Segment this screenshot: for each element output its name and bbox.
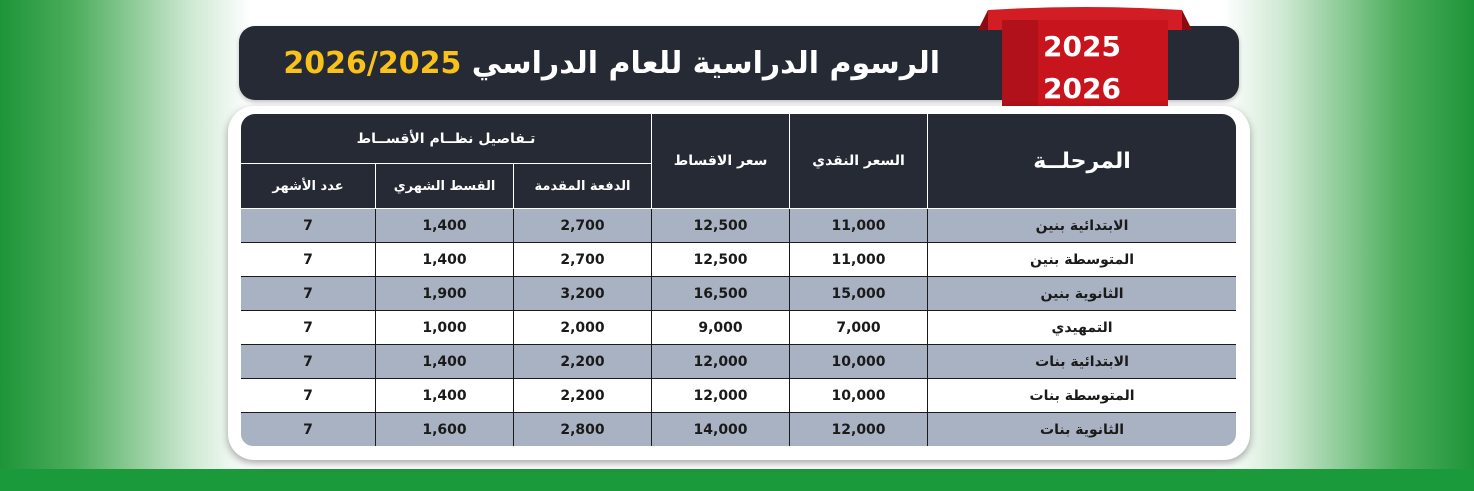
cell-cash: 10,000 — [789, 345, 927, 379]
cell-months: 7 — [241, 413, 375, 446]
cell-cash: 15,000 — [789, 277, 927, 311]
fees-table — [241, 114, 1236, 446]
cell-down: 2,200 — [513, 379, 651, 413]
cell-stage: الثانوية بنين — [927, 277, 1236, 311]
bottom-green-band — [0, 469, 1474, 491]
cell-months: 7 — [241, 243, 375, 277]
cell-cash: 12,000 — [789, 413, 927, 446]
cell-monthly: 1,600 — [375, 413, 513, 446]
table-row — [241, 345, 1236, 379]
header-months: عدد الأشهر — [241, 164, 375, 209]
ribbon-year-end: 2026 — [1043, 72, 1121, 105]
page-title — [270, 36, 940, 92]
cell-stage: الابتدائية بنين — [927, 209, 1236, 243]
cell-cash: 7,000 — [789, 311, 927, 345]
cell-monthly: 1,400 — [375, 243, 513, 277]
ribbon-year-start: 2025 — [1043, 30, 1121, 63]
cell-stage: الثانوية بنات — [927, 413, 1236, 446]
header-monthly-installment: القسط الشهري — [375, 164, 513, 209]
cell-installment: 12,000 — [651, 345, 789, 379]
cell-down: 2,700 — [513, 243, 651, 277]
cell-monthly: 1,900 — [375, 277, 513, 311]
cell-down: 2,800 — [513, 413, 651, 446]
header-cash-price: السعر النقدي — [789, 114, 927, 209]
cell-installment: 14,000 — [651, 413, 789, 446]
cell-months: 7 — [241, 209, 375, 243]
cell-installment: 16,500 — [651, 277, 789, 311]
cell-stage: التمهيدي — [927, 311, 1236, 345]
cell-stage: المتوسطة بنات — [927, 379, 1236, 413]
header-installment-price: سعر الاقساط — [651, 114, 789, 209]
title-year: 2026/2025 — [283, 46, 462, 81]
cell-months: 7 — [241, 379, 375, 413]
cell-monthly: 1,000 — [375, 311, 513, 345]
header-installment-details: تـفاصيل نظــام الأقســاط — [241, 114, 651, 164]
cell-installment: 9,000 — [651, 311, 789, 345]
cell-monthly: 1,400 — [375, 379, 513, 413]
cell-cash: 10,000 — [789, 379, 927, 413]
table-row — [241, 243, 1236, 277]
cell-down: 2,700 — [513, 209, 651, 243]
table-row — [241, 413, 1236, 446]
cell-months: 7 — [241, 345, 375, 379]
cell-down: 2,000 — [513, 311, 651, 345]
cell-installment: 12,500 — [651, 209, 789, 243]
header-down-payment: الدفعة المقدمة — [513, 164, 651, 209]
cell-cash: 11,000 — [789, 243, 927, 277]
cell-stage: الابتدائية بنات — [927, 345, 1236, 379]
table-row — [241, 311, 1236, 345]
table-row — [241, 379, 1236, 413]
table-row — [241, 277, 1236, 311]
cell-stage: المتوسطة بنين — [927, 243, 1236, 277]
cell-monthly: 1,400 — [375, 345, 513, 379]
cell-cash: 11,000 — [789, 209, 927, 243]
title-label: الرسوم الدراسية للعام الدراسي — [471, 46, 940, 81]
cell-installment: 12,000 — [651, 379, 789, 413]
header-stage: المرحلــة — [927, 114, 1236, 209]
cell-months: 7 — [241, 311, 375, 345]
cell-down: 2,200 — [513, 345, 651, 379]
cell-months: 7 — [241, 277, 375, 311]
cell-installment: 12,500 — [651, 243, 789, 277]
cell-monthly: 1,400 — [375, 209, 513, 243]
cell-down: 3,200 — [513, 277, 651, 311]
table-row — [241, 209, 1236, 243]
